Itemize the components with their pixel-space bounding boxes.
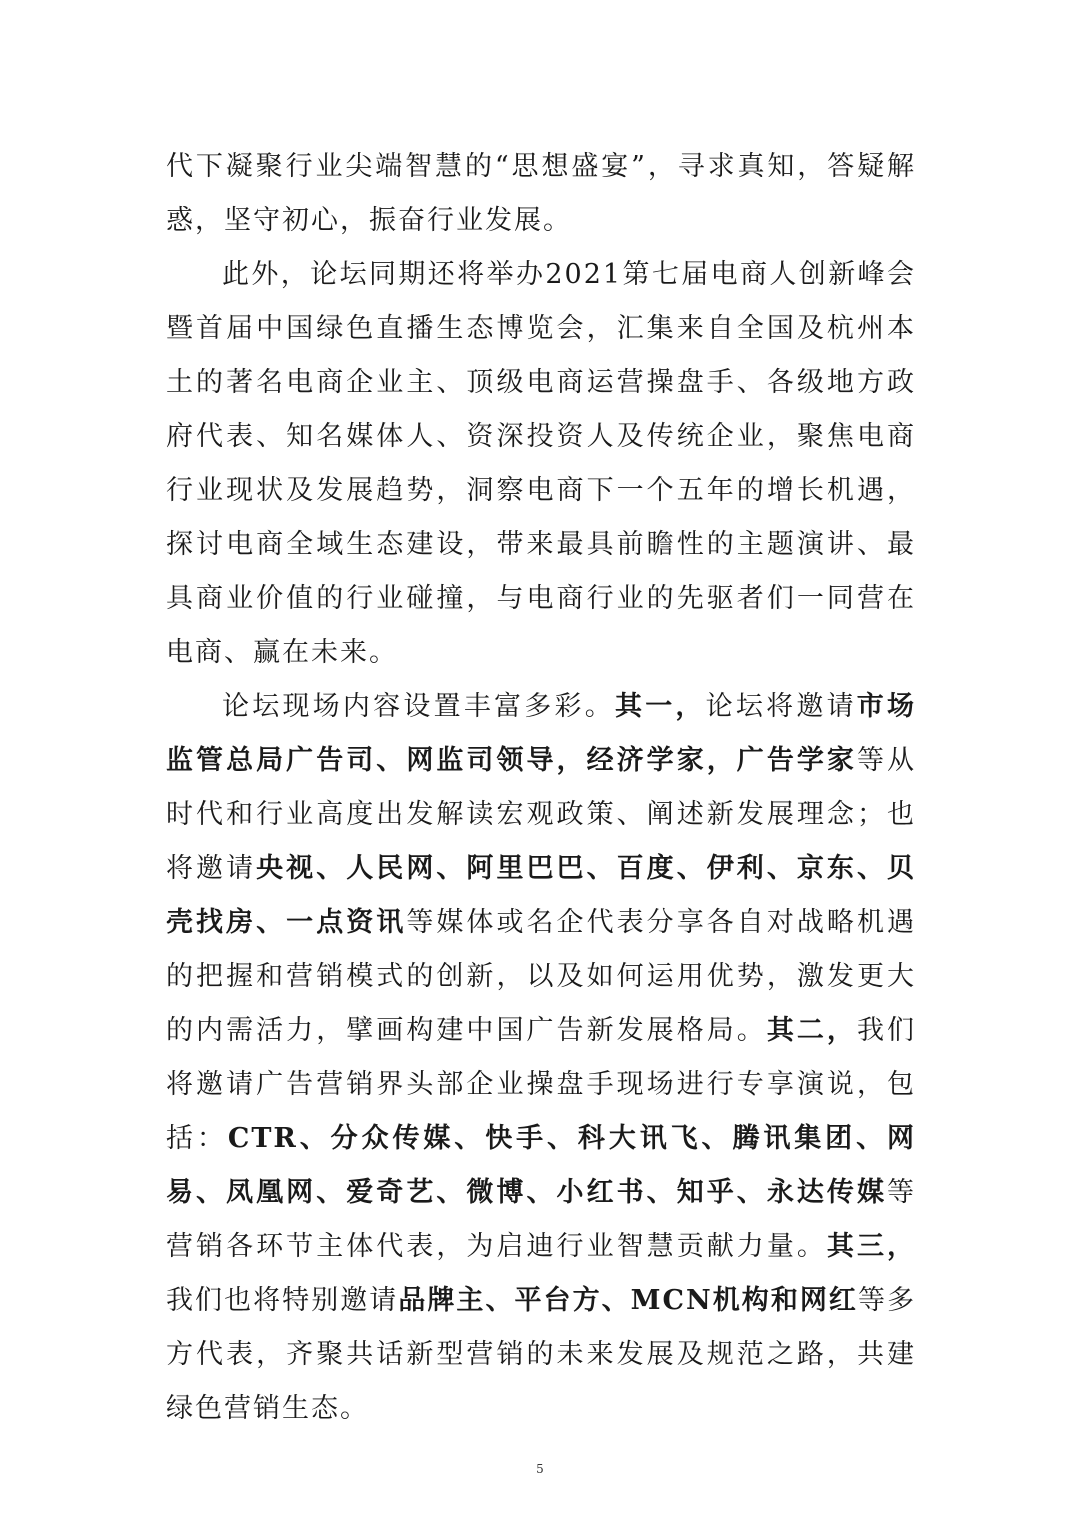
paragraph-3-run-11: 等营销各环节主体代表，为启迪行业智慧贡献力量。 [166, 1177, 916, 1262]
paragraph-3-run-7: 等媒体或名企代表分享各自对战略机遇的把握和营销模式的创新，以及如何运用优势，激发更大的内需活力，擘画构建中国广告新发展格局。 [166, 907, 917, 1046]
paragraph-2 [166, 248, 916, 680]
paragraph-2-run-1: 此外，论坛同期还将举办2021第七届电商人创新峰会暨首届中国绿色直播生态博览会，汇集来自全国及杭州本土的著名电商企业主、顶级电商运营操盘手、各级地方政府代表、知名媒体人、资深投资人及传统企业，聚焦电商行业现状及发展趋势，洞察电商下一个五年的增长机遇，探讨电商全域生态建设，带来最具前瞻性的主题演讲、最具商业价值的行业碰撞，与电商行业的先驱者们一同营在电商、赢在未来。 [166, 259, 916, 668]
document-body [166, 140, 916, 1436]
paragraph-3-run-5: 等从时代和行业高度出发解读宏观政策、阐述新发展理念；也将邀请 [166, 745, 917, 884]
paragraph-1 [166, 140, 916, 248]
paragraph-3-run-6: 央视、人民网、阿里巴巴、百度、伊利、京东、贝壳找房、一点资讯 [166, 853, 916, 938]
paragraph-3-run-1: 论坛现场内容设置丰富多彩。 [222, 691, 615, 722]
paragraph-3-run-9: 我们将邀请广告营销界头部企业操盘手现场进行专享演说，包括： [166, 1015, 917, 1154]
page-number: 5 [536, 1462, 544, 1476]
paragraph-3-run-15: 等多方代表，齐聚共话新型营销的未来发展及规范之路，共建绿色营销生态。 [166, 1285, 917, 1424]
paragraph-3-run-3: 论坛将邀请 [705, 691, 857, 722]
paragraph-3-run-14: 品牌主、平台方、MCN机构和网红 [398, 1285, 858, 1316]
paragraph-3-run-2: 其一， [614, 691, 706, 722]
paragraph-1-run-1: 代下凝聚行业尖端智慧的“思想盛宴”，寻求真知，答疑解惑，坚守初心，振奋行业发展。 [166, 151, 916, 236]
paragraph-3-run-8: 其二， [766, 1015, 857, 1046]
paragraph-3 [166, 680, 916, 1436]
paragraph-3-run-4: 市场监管总局广告司、网监司领导，经济学家，广告学家 [166, 691, 917, 776]
paragraph-3-run-13: 我们也将特别邀请 [166, 1285, 399, 1316]
paragraph-3-run-12: 其三， [826, 1231, 917, 1262]
paragraph-3-run-10: CTR、分众传媒、快手、科大讯飞、腾讯集团、网易、凤凰网、爱奇艺、微博、小红书、知乎、永达传媒 [166, 1123, 917, 1208]
